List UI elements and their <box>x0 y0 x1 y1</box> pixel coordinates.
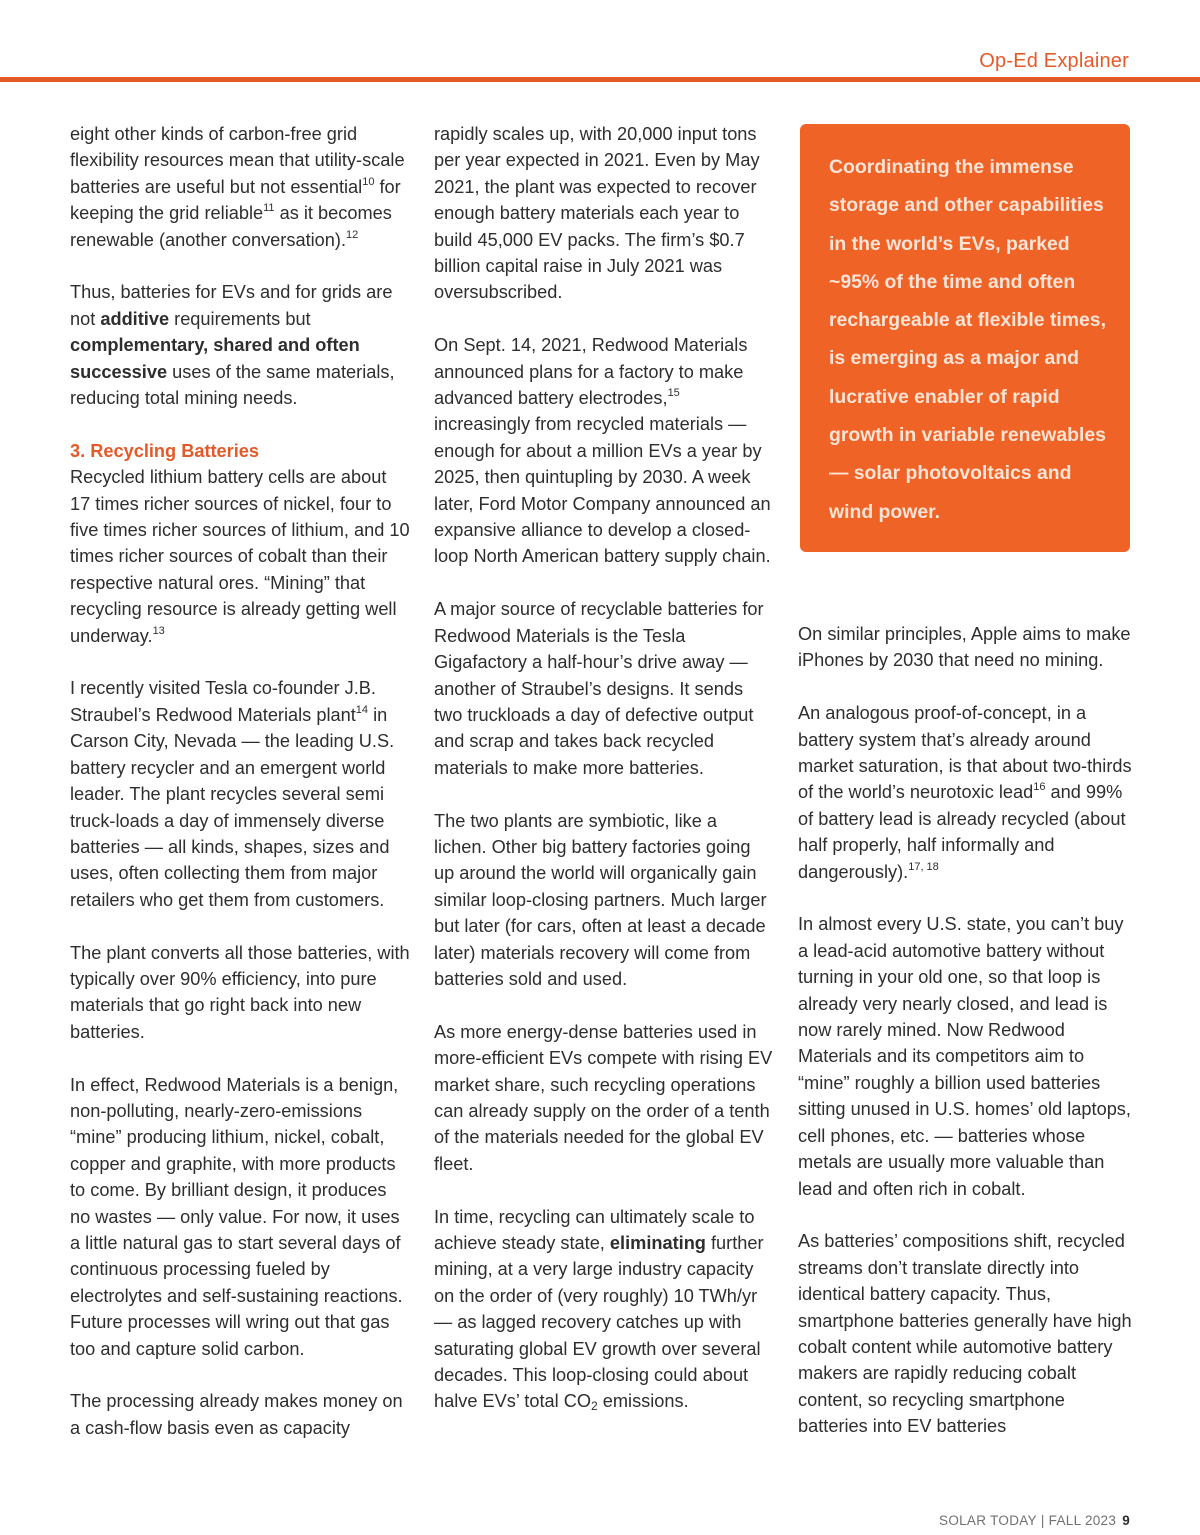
paragraph: I recently visited Tesla co-founder J.B. Straubel’s Redwood Materials plant$^{14}$ in Carson City, Nevada — the leading U.S. battery recycler and an emergent world leader. The plant recycles several semi truck-loads a day of immensely diverse batteries — all kinds, shapes, sizes and uses, often collecting them from major retailers who get them from customers. <box>70 678 395 910</box>
paragraph: The two plants are symbiotic, like a lichen. Other big battery factories going up around the world will organically gain similar loop-closing partners. Much larger but later (for cars, often at least a decade later) materials recovery will come from batteries sold and used. <box>434 810 767 989</box>
paragraph: As more energy-dense batteries used in more-efficient EVs compete with rising EV market share, such recycling operations can already supply on the order of a tenth of the materials needed for the global EV fleet. <box>434 1021 773 1174</box>
column-2 <box>434 121 774 1415</box>
section-label: Op-Ed Explainer <box>979 50 1129 72</box>
paragraph: The processing already makes money on a cash-flow basis even as capacity <box>70 1391 403 1438</box>
paragraph: As batteries’ compositions shift, recycled streams don’t translate directly into identical battery capacity. Thus, smartphone batteries generally have high cobalt content while automotive battery makers are rapidly reducing cobalt content, so recycling smartphone batteries into EV batteries <box>798 1231 1132 1437</box>
footnote-ref: 10 <box>362 175 375 188</box>
paragraph: Recycled lithium battery cells are about 17 times richer sources of nickel, four to five times richer sources of lithium, and 10 times richer sources of cobalt than their respective natural ores. “Mining” that recycling resource is already getting well underway.$^{13}$ <box>70 467 410 646</box>
footnote-ref: 12 <box>346 228 359 241</box>
paragraph: In effect, Redwood Materials is a benign, non-polluting, nearly-zero-emissions “mine” producing lithium, nickel, cobalt, copper and graphite, with more products to come. By brilliant design, it produces no wastes — only value. For now, it uses a little natural gas to start several days of continuous processing fueled by electrolytes and self-sustaining reactions. Future processes will wring out that gas too and capture solid carbon. <box>70 1074 403 1359</box>
section-heading: 3. Recycling Batteries <box>70 440 260 461</box>
footnote-ref: 16 <box>1033 781 1046 794</box>
paragraph: rapidly scales up, with 20,000 input tons per year expected in 2021. Even by May 2021, the plant was expected to recover enough battery materials each year to build 45,000 EV packs. The firm’s $0.7 billion capital raise in July 2021 was oversubscribed. <box>434 124 760 303</box>
footnote-ref: 14 <box>355 703 369 716</box>
paragraph: The plant converts all those batteries, with typically over 90% efficiency, into pure materials that go right back into new batteries. <box>70 942 410 1042</box>
paragraph: On similar principles, Apple aims to make iPhones by 2030 that need no mining. <box>798 624 1131 671</box>
issue-label: FALL 2023 <box>1048 1513 1117 1528</box>
paragraph: Thus, batteries for EVs and for grids are not additive requirements but complementary, shared and often successive uses of the same materials, reducing total mining needs. <box>70 282 395 409</box>
footnote-ref: 11 <box>263 202 275 215</box>
page-footer <box>939 1513 1130 1528</box>
page-number: 9 <box>1122 1513 1130 1528</box>
paragraph: A major source of recyclable batteries for Redwood Materials is the Tesla Gigafactory a half-hour’s drive away — another of Straubel’s designs. It sends two truckloads a day of defective output and scrap and takes back recycled materials to make more batteries. <box>434 599 764 778</box>
column-3 <box>798 621 1138 1440</box>
column-1 <box>70 121 410 1441</box>
footnote-ref: 15 <box>667 387 680 400</box>
header-rule <box>0 77 1200 82</box>
publication-name: SOLAR TODAY <box>939 1513 1037 1528</box>
pull-quote-callout: Coordinating the immense storage and other capabilities in the world’s EVs, parked ~95% of the time and often rechargeable at flexible times, is emerging as a major and lucrative enabler of rapid growth in variable renewables — solar photovoltaics and wind power. <box>800 124 1130 552</box>
paragraph: In time, recycling can ultimately scale to achieve steady state, eliminating further mining, at a very large industry capacity on the order of (very roughly) 10 TWh/yr — as lagged recovery catches up with saturating global EV growth over several decades. This loop-closing could about halve EVs’ total $CO_2$ emissions. <box>434 1206 764 1414</box>
paragraph: eight other kinds of carbon-free grid flexibility resources mean that utility-scale batteries are useful but not essential$^{10}$ for keeping the grid reliable$^{11}$ as it becomes renewable (another conversation).$^{12}$ <box>70 124 405 250</box>
paragraph: An analogous proof-of-concept, in a battery system that’s already around market saturation, is that about two-thirds of the world’s neurotoxic lead$^{16}$ and 99% of battery lead is already recycled (about half properly, half informally and dangerously).$^{17, 18}$ <box>798 703 1132 882</box>
paragraph: In almost every U.S. state, you can’t buy a lead-acid automotive battery without turning in your old one, so that loop is already very nearly closed, and lead is now rarely mined. Now Redwood Materials and its competitors aim to “mine” roughly a billion used batteries sitting unused in U.S. homes’ old laptops, cell phones, etc. — batteries whose metals are usually more valuable than lead and often rich in cobalt. <box>798 914 1131 1199</box>
footnote-ref: 17, 18 <box>908 860 939 873</box>
footer-separator: | <box>1040 1513 1045 1528</box>
paragraph: On Sept. 14, 2021, Redwood Materials announced plans for a factory to make advanced battery electrodes,$^{15}$ increasingly from recycled materials — enough for about a million EVs a year by 2025, then quintupling by 2030. A week later, Ford Motor Company announced an expansive alliance to develop a closed-loop North American battery supply chain. <box>434 335 771 567</box>
footnote-ref: 13 <box>152 624 165 637</box>
